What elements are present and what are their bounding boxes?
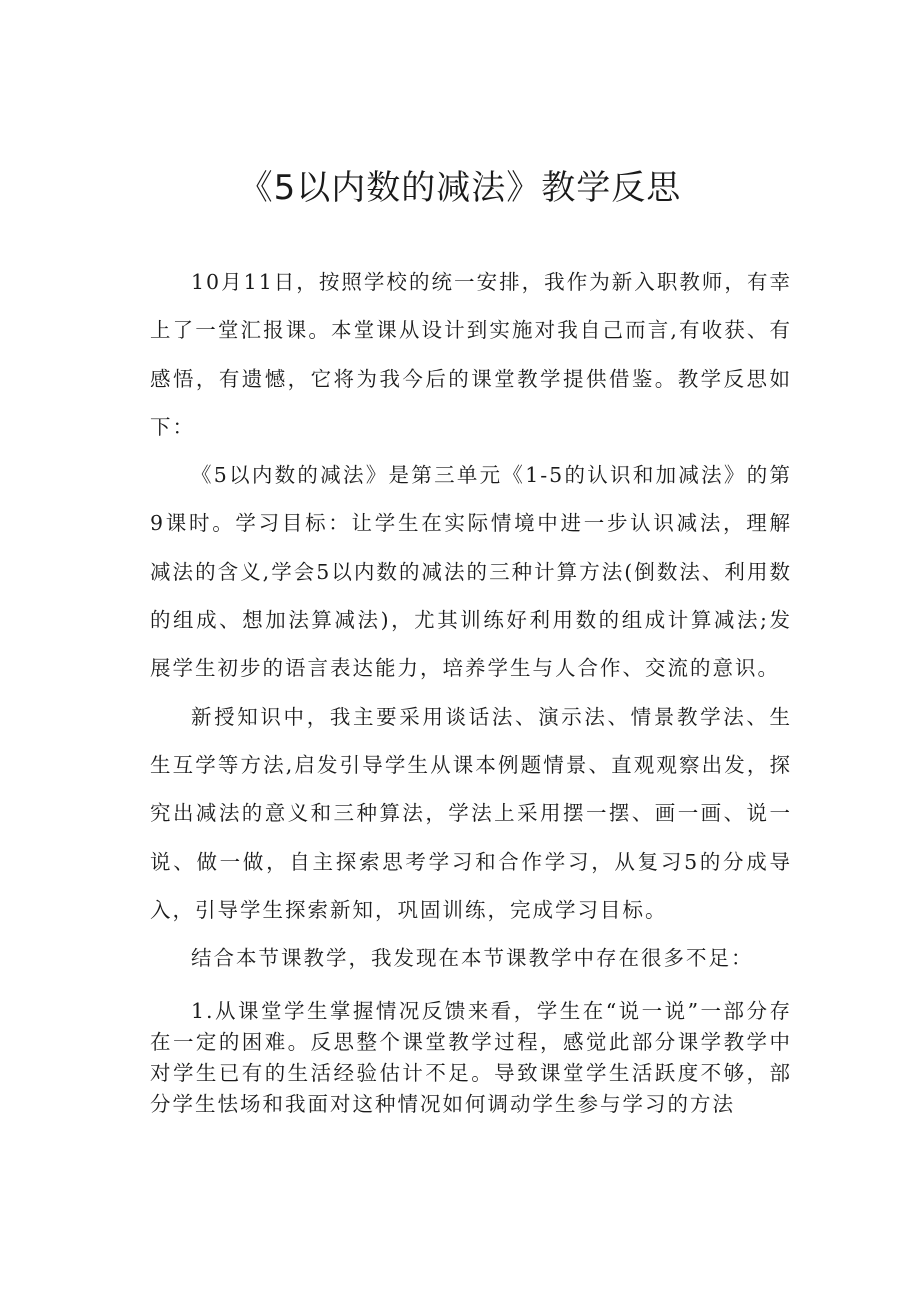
paragraph-methods: 新授知识中，我主要采用谈话法、演示法、情景教学法、生生互学等方法,启发引导学生从课本例题情景、直观观察出发，探究出减法的意义和三种算法，学法上采用摆一摆、画一画、说一说、做一做，自主探索思考学习和合作学习，从复习5的分成导入，引导学生探索新知，巩固训练，完成学习目标。 <box>150 704 792 922</box>
paragraph-objectives: 《5以内数的减法》是第三单元《1-5的认识和加减法》的第9课时。学习目标：让学生在实际情境中进一步认识减法，理解减法的含义,学会5以内数的减法的三种计算方法(倒数法、利用数的组成、想加法算减法)，尤其训练好利用数的组成计算减法;发展学生初步的语言表达能力，培养学生与人合作、交流的意识。 <box>150 463 792 681</box>
paragraph-intro: 10月11日，按照学校的统一安排，我作为新入职教师，有幸上了一堂汇报课。本堂课从设计到实施对我自己而言,有收获、有感悟，有遗憾，它将为我今后的课堂教学提供借鉴。教学反思如下： <box>150 270 792 439</box>
paragraph-shortcomings-intro: 结合本节课教学，我发现在本节课教学中存在很多不足： <box>191 946 754 971</box>
document-body <box>150 258 792 1120</box>
document-title: 《5以内数的减法》教学反思 <box>238 168 682 208</box>
paragraph-shortcoming-1: 1.从课堂学生掌握情况反馈来看，学生在“说一说”一部分存在一定的困难。反思整个课堂教学过程，感觉此部分课学教学中对学生已有的生活经验估计不足。导致课堂学生活跃度不够，部分学生怯场和我面对这种情况如何调动学生参与学习的方法 <box>150 999 792 1117</box>
